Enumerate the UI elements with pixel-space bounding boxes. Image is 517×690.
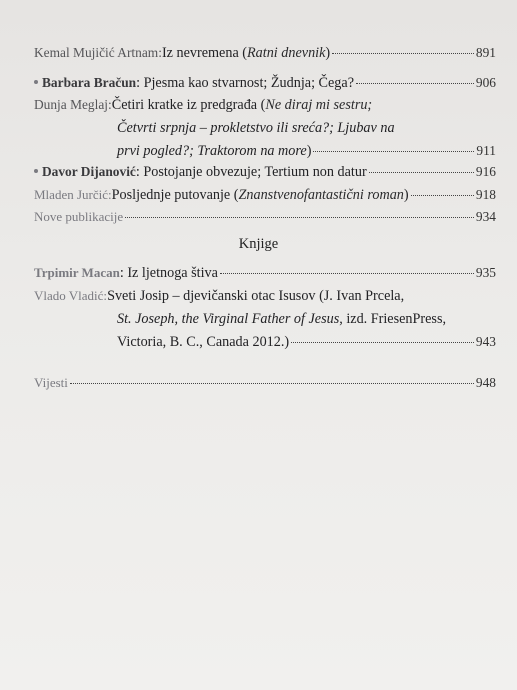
- toc-page-number: 916: [475, 164, 496, 179]
- toc-author: Vijesti: [34, 375, 68, 390]
- toc-author: Dunja Meglaj:: [34, 97, 112, 112]
- toc-title: Posljednje putovanje (: [111, 187, 239, 203]
- toc-entry: [34, 186, 496, 204]
- toc-page-number: 911: [476, 143, 496, 158]
- toc-entry: [34, 374, 496, 392]
- dot-leader: [220, 273, 474, 274]
- toc-entry: [34, 287, 496, 305]
- toc-continuation: [117, 310, 446, 328]
- dot-leader: [70, 383, 474, 384]
- dot-leader: [356, 83, 474, 84]
- toc-author: Barbara Bračun: [42, 75, 137, 90]
- toc-page-number: 934: [475, 209, 496, 224]
- toc-title: Iz nevremena (: [161, 45, 248, 61]
- toc-title: : Pjesma kao stvarnost; Žudnja; Čega?: [136, 75, 354, 91]
- section-heading: Knjige: [238, 236, 279, 252]
- toc-title-close: ): [306, 143, 312, 159]
- dot-leader: [332, 53, 474, 54]
- toc-page-number: 906: [475, 75, 496, 90]
- toc-continuation: [117, 119, 395, 137]
- toc-subtitle: Četvrti srpnja – prokletstvo ili sreća?; Ljubav na: [117, 120, 395, 136]
- dot-leader: [313, 151, 474, 152]
- dot-leader: [291, 342, 474, 343]
- bullet-marker: [34, 169, 38, 173]
- dot-leader: [411, 195, 474, 196]
- toc-title: : Postojanje obvezuje; Tertium non datur: [135, 164, 367, 180]
- toc-continuation: [117, 142, 496, 160]
- toc-page-number: 948: [475, 375, 496, 390]
- toc-entry: [34, 44, 496, 62]
- toc-title-close: ): [403, 187, 409, 203]
- toc-author: Trpimir Macan: [34, 265, 120, 280]
- toc-subtitle: Znanstvenofantastični roman: [238, 187, 404, 203]
- toc-page-number: 918: [475, 187, 496, 202]
- toc-title: Victoria, B. C., Canada 2012.): [117, 334, 290, 350]
- toc-subtitle: St. Joseph, the Virginal Father of Jesus: [117, 311, 340, 327]
- toc-entry: [34, 264, 496, 282]
- toc-subtitle: Ne diraj mi sestru;: [265, 97, 373, 113]
- toc-title: , izd. FriesenPress,: [339, 311, 447, 327]
- toc-continuation: [117, 333, 496, 351]
- toc-title: Sveti Josip – djevičanski otac Isusov (J. Ivan Prcela,: [107, 288, 405, 304]
- toc-page-number: 891: [475, 45, 496, 60]
- toc-title-close: ): [325, 45, 331, 61]
- dot-leader: [369, 172, 474, 173]
- toc-entry: [34, 163, 496, 181]
- toc-subtitle: prvi pogled?; Traktorom na more: [117, 143, 307, 159]
- bullet-marker: [34, 80, 38, 84]
- toc-entry: [34, 74, 496, 92]
- toc-title: : Iz ljetnoga štiva: [119, 265, 218, 281]
- dot-leader: [125, 217, 474, 218]
- toc-entry: [34, 96, 496, 114]
- toc-title: Četiri kratke iz predgrađa (: [111, 97, 266, 113]
- toc-author: Davor Dijanović: [42, 164, 136, 179]
- toc-author: Vlado Vladić:: [34, 288, 108, 303]
- toc-page-number: 943: [475, 334, 496, 349]
- toc-subtitle: Ratni dnevnik: [247, 45, 326, 61]
- toc-author: Nove publikacije: [34, 209, 124, 224]
- toc-author: Kemal Mujičić Artnam:: [34, 45, 162, 60]
- toc-entry: [34, 208, 496, 226]
- toc-page-number: 935: [475, 265, 496, 280]
- toc-author: Mladen Jurčić:: [34, 187, 112, 202]
